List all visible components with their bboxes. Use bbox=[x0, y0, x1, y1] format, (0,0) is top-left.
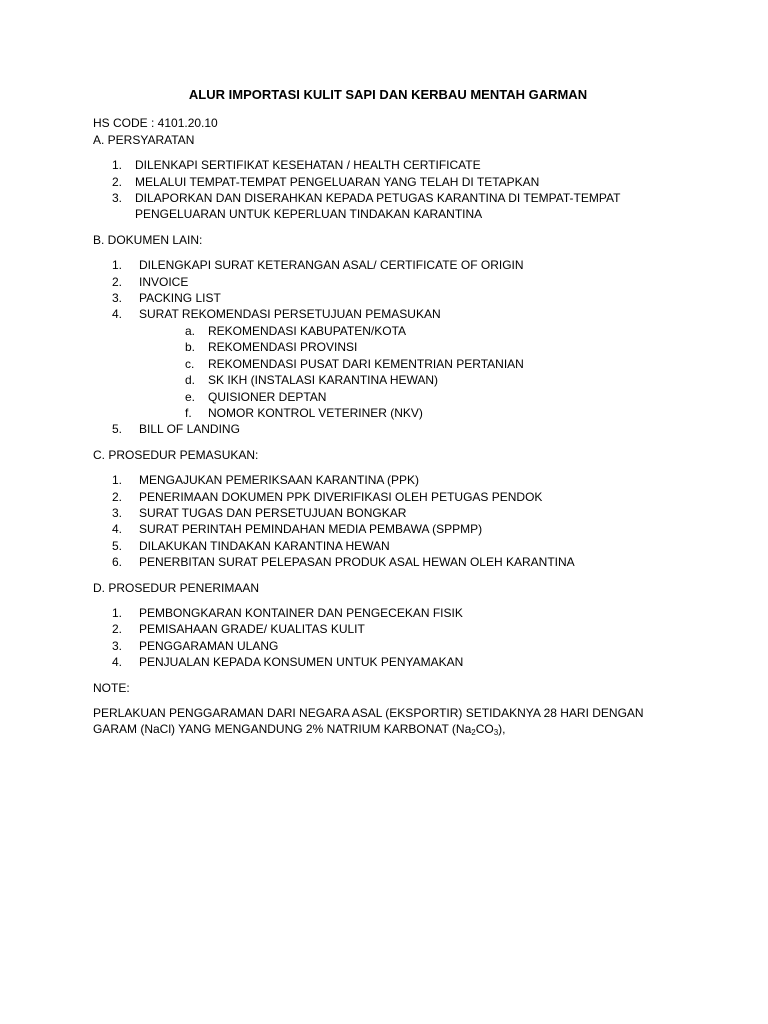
list-item bbox=[93, 472, 683, 488]
list-text: PEMISAHAAN GRADE/ KUALITAS KULIT bbox=[139, 622, 365, 637]
list-item bbox=[93, 621, 683, 637]
list-item bbox=[93, 306, 683, 322]
note-subscript: 3 bbox=[493, 728, 499, 738]
sublist-text: REKOMENDASI KABUPATEN/KOTA bbox=[208, 323, 407, 338]
sublist-letter: b. bbox=[185, 340, 196, 355]
list-text: PENERBITAN SURAT PELEPASAN PRODUK ASAL HEWAN OLEH KARANTINA bbox=[139, 555, 575, 570]
section-b-list bbox=[93, 257, 683, 323]
sublist-letter: e. bbox=[185, 389, 196, 404]
list-number: 3. bbox=[112, 191, 123, 206]
list-number: 2. bbox=[112, 489, 123, 504]
list-item bbox=[93, 274, 683, 290]
section-b-heading: B. DOKUMEN LAIN: bbox=[93, 232, 203, 247]
document-page bbox=[93, 87, 683, 738]
section-a-list bbox=[93, 157, 683, 223]
sublist-text: QUISIONER DEPTAN bbox=[208, 389, 327, 404]
list-number: 1. bbox=[112, 158, 123, 173]
list-number: 5. bbox=[112, 422, 123, 437]
sublist-text: REKOMENDASI PUSAT DARI KEMENTRIAN PERTANIAN bbox=[208, 356, 524, 371]
list-item bbox=[93, 654, 683, 670]
list-item bbox=[93, 174, 683, 190]
note-text-part: PERLAKUAN PENGGARAMAN DARI NEGARA ASAL (EKSPORTIR) SETIDAKNYA 28 HARI DENGAN GARAM (NaCl) YANG MENGANDUNG 2% NATRIUM KARBONAT (Na bbox=[93, 706, 644, 737]
list-number: 4. bbox=[112, 522, 123, 537]
sublist-item bbox=[93, 405, 683, 421]
sublist-item bbox=[93, 339, 683, 355]
list-item bbox=[93, 505, 683, 521]
section-b-sublist bbox=[93, 323, 683, 421]
list-item bbox=[93, 421, 683, 437]
list-item bbox=[93, 489, 683, 505]
section-a-heading: A. PERSYARATAN bbox=[93, 132, 195, 147]
list-text: MENGAJUKAN PEMERIKSAAN KARANTINA (PPK) bbox=[139, 473, 420, 488]
list-text: PENJUALAN KEPADA KONSUMEN UNTUK PENYAMAKAN bbox=[139, 655, 464, 670]
sublist-text: NOMOR KONTROL VETERINER (NKV) bbox=[208, 405, 423, 420]
note-text-part: CO bbox=[475, 722, 494, 737]
list-item bbox=[93, 638, 683, 654]
note-text bbox=[93, 705, 653, 738]
list-text: PACKING LIST bbox=[139, 291, 221, 306]
list-item bbox=[93, 538, 683, 554]
list-text: MELALUI TEMPAT-TEMPAT PENGELUARAN YANG TELAH DI TETAPKAN bbox=[135, 174, 540, 189]
list-text: PEMBONGKARAN KONTAINER DAN PENGECEKAN FISIK bbox=[139, 605, 463, 620]
sublist-item bbox=[93, 356, 683, 372]
list-number: 4. bbox=[112, 655, 123, 670]
sublist-letter: f. bbox=[185, 405, 192, 420]
list-text: DILENKAPI SERTIFIKAT KESEHATAN / HEALTH CERTIFICATE bbox=[135, 158, 481, 173]
sublist-item bbox=[93, 389, 683, 405]
list-text: SURAT REKOMENDASI PERSETUJUAN PEMASUKAN bbox=[139, 307, 441, 322]
section-d-list bbox=[93, 605, 683, 671]
list-text: SURAT TUGAS DAN PERSETUJUAN BONGKAR bbox=[139, 505, 407, 520]
sublist-text: SK IKH (INSTALASI KARANTINA HEWAN) bbox=[208, 373, 439, 388]
list-item bbox=[93, 521, 683, 537]
list-number: 6. bbox=[112, 555, 123, 570]
list-number: 3. bbox=[112, 291, 123, 306]
hs-code: HS CODE : 4101.20.10 bbox=[93, 116, 218, 131]
list-item bbox=[93, 257, 683, 273]
list-text: DILAKUKAN TINDAKAN KARANTINA HEWAN bbox=[139, 538, 390, 553]
list-text: DILAPORKAN DAN DISERAHKAN KEPADA PETUGAS KARANTINA DI TEMPAT-TEMPAT PENGELUARAN UNTUK KEPERLUAN TINDAKAN KARANTINA bbox=[135, 191, 621, 222]
list-number: 1. bbox=[112, 473, 123, 488]
sublist-letter: a. bbox=[185, 323, 196, 338]
document-title: ALUR IMPORTASI KULIT SAPI DAN KERBAU MENTAH GARMAN bbox=[188, 87, 588, 102]
list-number: 1. bbox=[112, 258, 123, 273]
list-number: 2. bbox=[112, 274, 123, 289]
list-text: PENGGARAMAN ULANG bbox=[139, 638, 279, 653]
sublist-item bbox=[93, 372, 683, 388]
sublist-letter: c. bbox=[185, 356, 195, 371]
list-number: 2. bbox=[112, 174, 123, 189]
sublist-letter: d. bbox=[185, 373, 196, 388]
note-text-part: ), bbox=[498, 722, 506, 737]
list-item bbox=[93, 605, 683, 621]
list-number: 1. bbox=[112, 605, 123, 620]
list-text: PENERIMAAN DOKUMEN PPK DIVERIFIKASI OLEH PETUGAS PENDOK bbox=[139, 489, 543, 504]
list-item bbox=[93, 290, 683, 306]
section-d-heading: D. PROSEDUR PENERIMAAN bbox=[93, 580, 260, 595]
note-subscript: 2 bbox=[471, 728, 476, 738]
list-number: 5. bbox=[112, 538, 123, 553]
list-text: INVOICE bbox=[139, 274, 189, 289]
section-c-list bbox=[93, 472, 683, 570]
list-item bbox=[93, 157, 683, 173]
sublist-item bbox=[93, 323, 683, 339]
list-item bbox=[93, 554, 683, 570]
list-text: SURAT PERINTAH PEMINDAHAN MEDIA PEMBAWA (SPPMP) bbox=[139, 522, 483, 537]
section-c-heading: C. PROSEDUR PEMASUKAN: bbox=[93, 447, 259, 462]
note-heading: NOTE: bbox=[93, 680, 130, 695]
list-number: 4. bbox=[112, 307, 123, 322]
list-number: 3. bbox=[112, 638, 123, 653]
list-number: 3. bbox=[112, 505, 123, 520]
list-text: BILL OF LANDING bbox=[139, 422, 240, 437]
sublist-text: REKOMENDASI PROVINSI bbox=[208, 340, 358, 355]
list-item bbox=[93, 190, 683, 223]
section-b-list-end bbox=[93, 421, 683, 437]
list-text: DILENGKAPI SURAT KETERANGAN ASAL/ CERTIFICATE OF ORIGIN bbox=[139, 258, 524, 273]
list-number: 2. bbox=[112, 622, 123, 637]
